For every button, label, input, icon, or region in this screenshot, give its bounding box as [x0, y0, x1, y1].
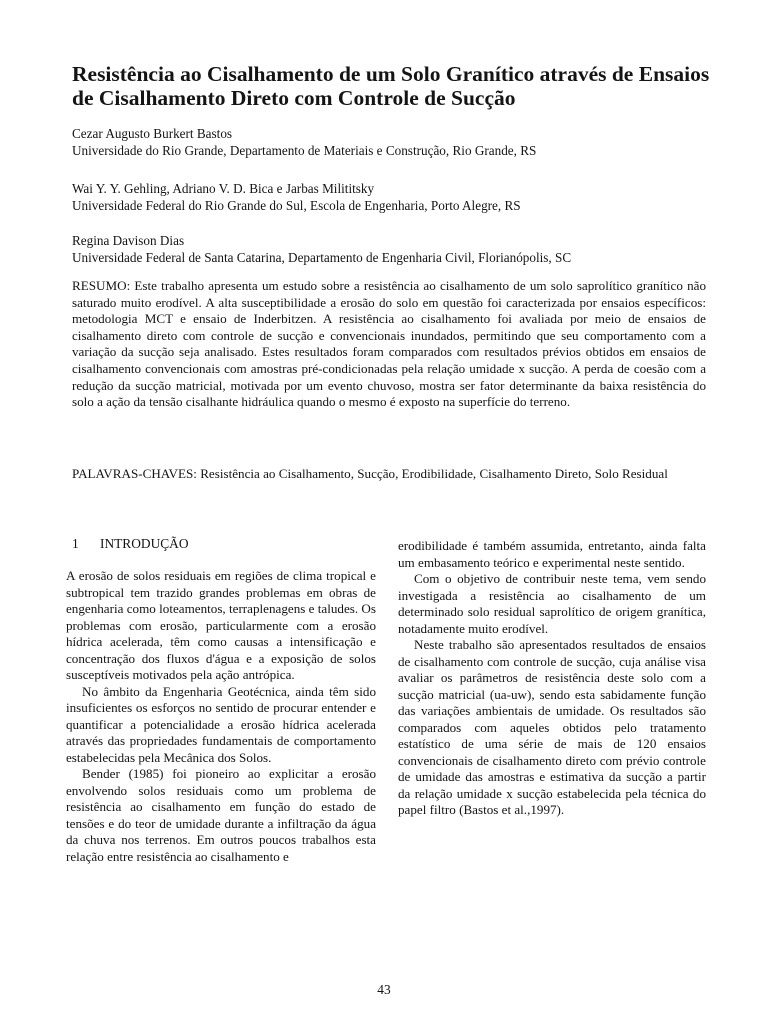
paragraph: Com o objetivo de contribuir neste tema, vem sendo investigada a resistência ao cisalhamento de um determinado solo residual saprolítico de origem granítica, notadamente muito erodível. — [398, 571, 706, 636]
author-names: Cezar Augusto Burkert Bastos — [72, 126, 233, 141]
paragraph: No âmbito da Engenharia Geotécnica, ainda têm sido insuficientes os esforços no sentido de procurar entender e quantificar a potencialidade a erosão hídrica acelerada através das propriedades fundamentais de comportamento estabelecidas pela Mecânica dos Solos. — [66, 683, 376, 765]
paragraph: erodibilidade é também assumida, entretanto, ainda falta um embasamento teórico e experimental neste sentido. — [398, 538, 706, 570]
author-affiliation: Universidade Federal do Rio Grande do Sul, Escola de Engenharia, Porto Alegre, RS — [72, 198, 521, 213]
author-block-3 — [72, 232, 712, 266]
section-title: INTRODUÇÃO — [100, 536, 189, 551]
paragraph: Bender (1985) foi pioneiro ao explicitar a erosão envolvendo solos residuais como um problema de resistência ao cisalhamento em função do estado de tensões e do teor de umidade durante a infiltração da água da chuva nos terrenos. Em outros poucos trabalhos esta relação entre resistência ao cisalhamento e — [66, 766, 376, 864]
author-affiliation: Universidade do Rio Grande, Departamento de Materiais e Construção, Rio Grande, RS — [72, 143, 537, 158]
keywords: PALAVRAS-CHAVES: Resistência ao Cisalhamento, Sucção, Erodibilidade, Cisalhamento Direto, Solo Residual — [72, 466, 668, 481]
page-number: 43 — [377, 982, 391, 997]
right-column — [398, 538, 706, 819]
paper-title: Resistência ao Cisalhamento de um Solo Granítico através de Ensaios de Cisalhamento Direto com Controle de Sucção — [72, 62, 710, 110]
section-heading — [72, 536, 189, 552]
paragraph: A erosão de solos residuais em regiões de clima tropical e subtropical tem trazido grandes problemas em obras de engenharia como loteamentos, terraplenagens e taludes. Os problemas com erosão, particularmente com a erosão hídrica acelerada, têm como causas a intensificação e concentração dos fluxos d'água e a exposição de solos susceptíveis motivados pela ação antrópica. — [66, 568, 376, 682]
author-block-2 — [72, 180, 712, 214]
author-names: Regina Davison Dias — [72, 233, 185, 248]
paragraph: Neste trabalho são apresentados resultados de ensaios de cisalhamento com controle de sucção, cuja análise visa avaliar os parâmetros de resistência deste solo com a sucção matricial (ua-uw), sendo esta sabidamente função das variações ambientais de umidade. Os resultados são comparados com aqueles obtidos pelo tratamento estatístico de uma série de mais de 120 ensaios convencionais de cisalhamento direto com prévio controle de umidade das amostras e estimativa da sucção a partir da relação umidade x sucção estabelecida pela técnica do papel filtro (Bastos et al.,1997). — [398, 637, 706, 817]
abstract: RESUMO: Este trabalho apresenta um estudo sobre a resistência ao cisalhamento de um solo saprolítico granítico não saturado muito erodível. A alta susceptibilidade a erosão do solo em questão foi caracterizada por ensaios específicos: metodologia MCT e ensaio de Inderbitzen. A resistência ao cisalhamento foi avaliada por meio de ensaios de cisalhamento direto com controle de sucção e convencionais inundados, permitindo que seu comportamento com a variação da sucção seja analisado. Estes resultados foram comparados com resultados prévios obtidos em ensaios de cisalhamento convencionais com amostras pré-condicionadas pela relação umidade x sucção. A perda de coesão com a redução da sucção matricial, motivada por um evento chuvoso, mostra ser fator determinante da baixa resistência do solo a ação da tensão cisalhante hidráulica quando o mesmo é exposto na superfície do terreno. — [72, 278, 706, 410]
author-block-1 — [72, 125, 712, 159]
author-names: Wai Y. Y. Gehling, Adriano V. D. Bica e Jarbas Milititsky — [72, 181, 375, 196]
left-column — [66, 568, 376, 865]
section-number: 1 — [72, 536, 79, 551]
author-affiliation: Universidade Federal de Santa Catarina, Departamento de Engenharia Civil, Florianópolis, SC — [72, 250, 572, 265]
